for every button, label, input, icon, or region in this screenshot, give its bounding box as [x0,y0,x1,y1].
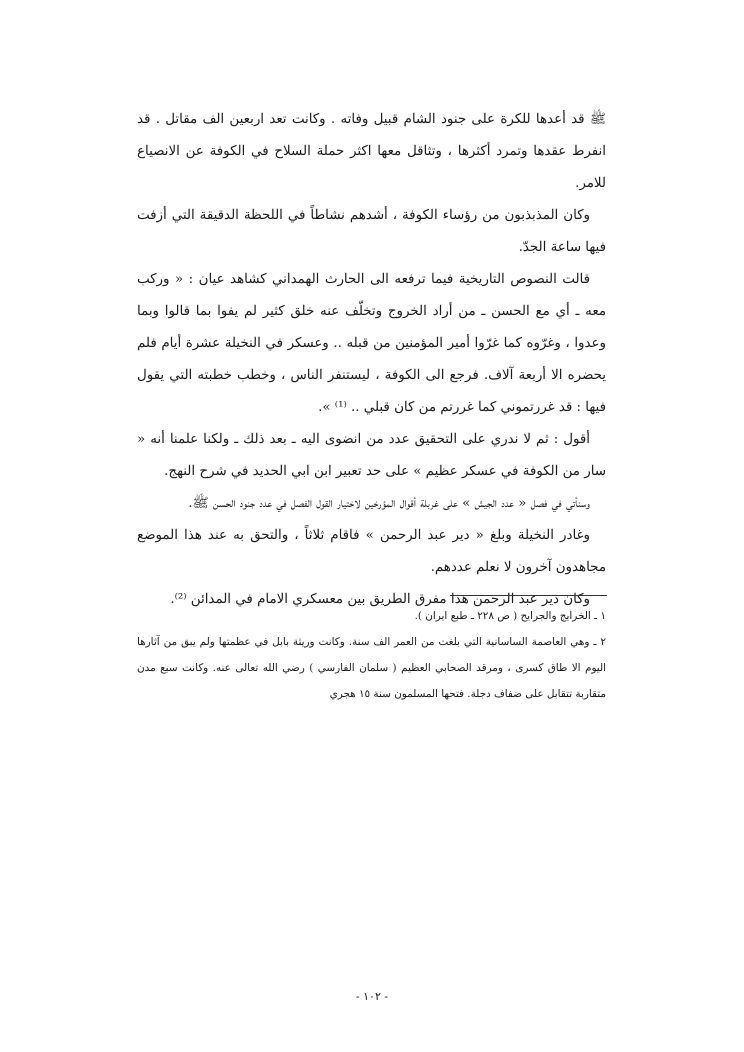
paragraph-6: وغادر النخيلة وبلغ « دير عبد الرحمن » فاقام ثلاثاً ، والتحق به عند هذا الموضع مجاهدون آخرون لا نعلم عددهم. [137,528,606,575]
paragraph-4: أقول : ثم لا ندري على التحقيق عدد من انضوى اليه ـ بعد ذلك ـ ولكنا علمنا أنه « سار من الكوفة في عسكر عظيم » على حد تعبير ابن ابي الحديد في شرح النهج. [137,432,606,479]
paragraph-2: وكان المذبذبون من رؤساء الكوفة ، أشدهم نشاطاً في اللحظة الدقيقة التي أزفت فيها ساعة الجدّ. [137,208,606,255]
footnote-1: ١ ـ الخرايج والجرايح ( ص ٢٢٨ ـ طبع ايران ). [414,610,606,622]
main-text [137,104,606,616]
footnote-2: ٢ ـ وهي العاصمة الساسانية التي بلغت من العمر الف سنة. وكانت وريثة بابل في عظمتها ولم يبق من آثارها اليوم الا طاق كسرى ، ومرقد الصحابي العظيم ( سلمان الفارسي ) رضي الله تعالى عنه. وكانت سبع مدن متقاربة تتقابل على ضفاف دجلة. فتحها المسلمون سنة ١٥ هجري [137,636,606,700]
paragraph-7: وكان دير عبد الرحمن هذا مفرق الطريق بين معسكري الامام في المدائن ⁽²⁾. [170,592,590,607]
footnote-separator [450,595,607,596]
paragraph-5: وسنأتي في فصل « عدد الجيش » على غربلة أقوال المؤرخين لاختيار القول الفصل في عدد جنود الحسن ﷺ. [188,496,590,511]
footnotes [137,603,606,707]
page-number: - ١٠٢ - [355,990,389,1003]
paragraph-1: ﷺ قد أعدها للكرة على جنود الشام قبيل وفاته . وكانت تعد اربعين الف مقاتل . قد انفرط عقدها وتمرد أكثرها ، وتثاقل معها اكثر حملة السلاح في الكوفة عن الانصياع للامر. [137,112,606,191]
paragraph-3: قالت النصوص التاريخية فيما ترفعه الى الحارث الهمداني كشاهد عيان : « وركب معه ـ أي مع الحسن ـ من أراد الخروج وتخلّف عنه خلق كثير لم يفوا بما قالوا وبما وعدوا ، وغرّوه كما غرّوا أمير المؤمنين من قبله .. وعسكر في النخيلة عشرة أيام فلم يحضره الا أربعة آلاف. فرجع الى الكوفة ، ليستنفر الناس ، وخطب خطبته التي يقول فيها : قد غررتموني كما غررتم من كان قبلي .. ⁽¹⁾ ». [137,272,606,415]
